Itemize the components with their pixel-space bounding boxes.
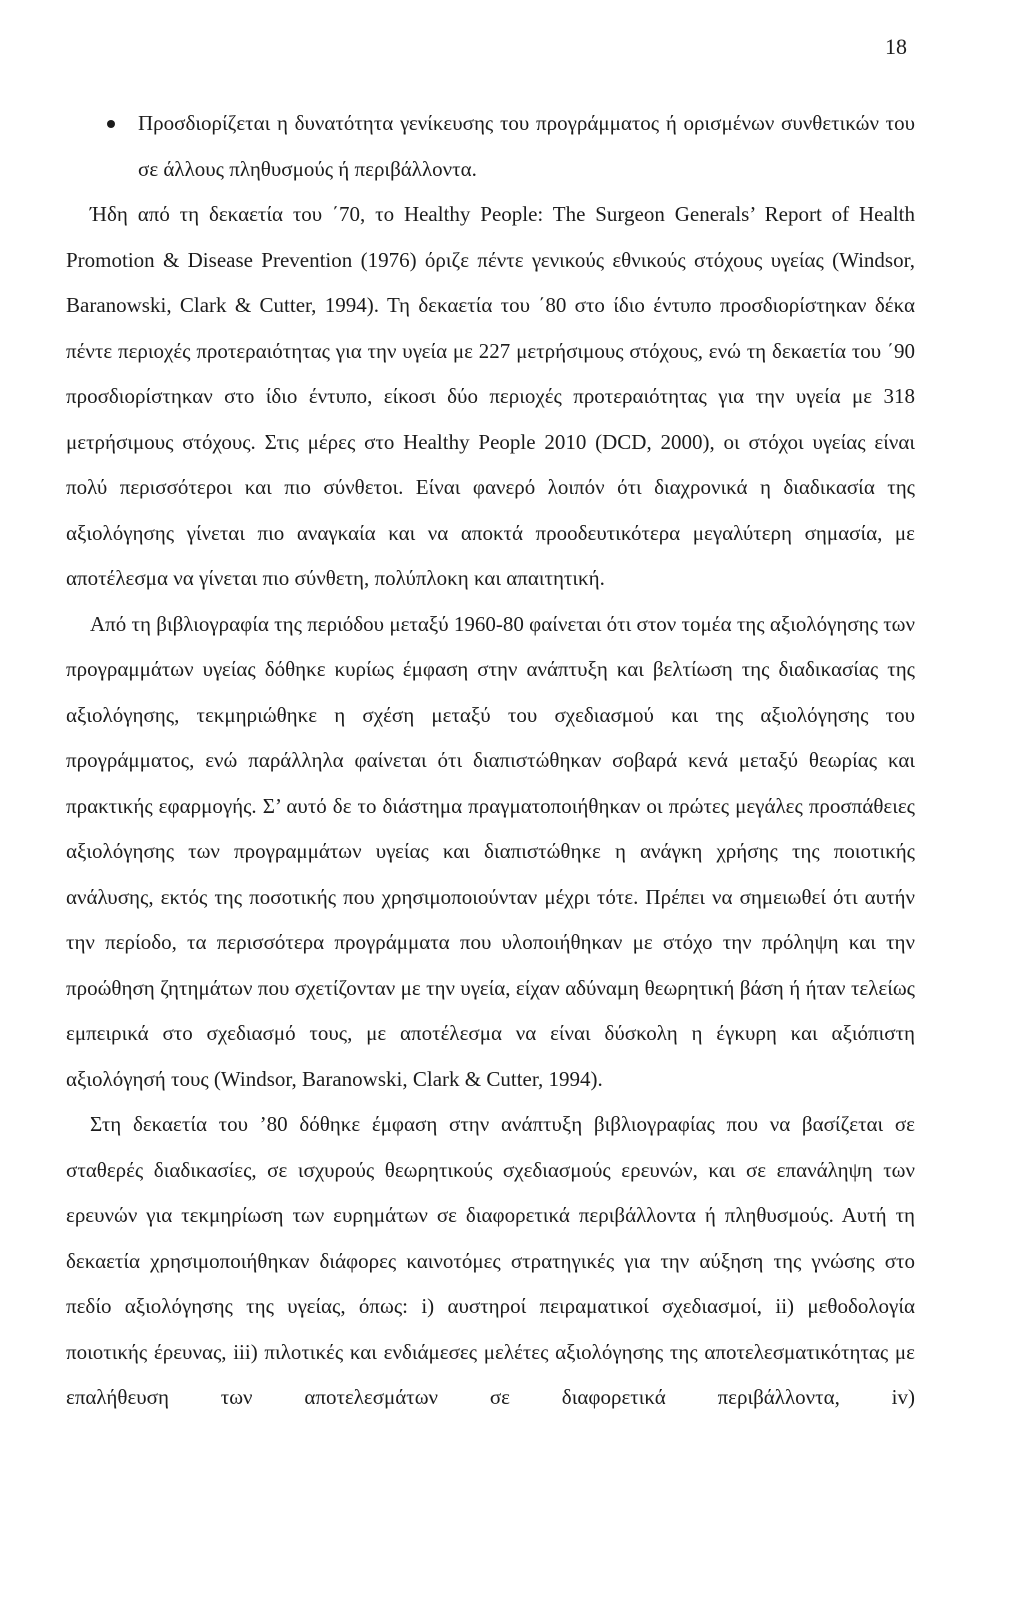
- bullet-icon: [107, 120, 115, 128]
- paragraph-2: Από τη βιβλιογραφία της περιόδου μεταξύ 1960-80 φαίνεται ότι στον τομέα της αξιολόγησης των προγραμμάτων υγείας δόθηκε κυρίως έμφαση στην ανάπτυξη και βελτίωση της διαδικασίας της αξιολόγησης, τεκμηριώθηκε η σχέση μεταξύ του σχεδιασμού και της αξιολόγησης του προγράμματος, ενώ παράλληλα φαίνεται ότι διαπιστώθηκαν σοβαρά κενά μεταξύ θεωρίας και πρακτικής εφαρμογής. Σ’ αυτό δε το διάστημα πραγματοποιήθηκαν οι πρώτες μεγάλες προσπάθειες αξιολόγησης των προγραμμάτων υγείας και διαπιστώθηκε η ανάγκη χρήσης της ποιοτικής ανάλυσης, εκτός της ποσοτικής που χρησιμοποιούνταν μέχρι τότε. Πρέπει να σημειωθεί ότι αυτήν την περίοδο, τα περισσότερα προγράμματα που υλοποιήθηκαν με στόχο την πρόληψη και την προώθηση ζητημάτων που σχετίζονταν με την υγεία, είχαν αδύναμη θεωρητική βάση ή ήταν τελείως εμπειρικά στο σχεδιασμό τους, με αποτέλεσμα να είναι δύσκολη η έγκυρη και αξιόπιστη αξιολόγησή τους (Windsor, Baranowski, Clark & Cutter, 1994).: [66, 611, 915, 1091]
- bullet-text: Προσδιορίζεται η δυνατότητα γενίκευσης του προγράμματος ή ορισμένων συνθετικών του σε άλλους πληθυσμούς ή περιβάλλοντα.: [138, 111, 915, 181]
- paragraph-3: Στη δεκαετία του ’80 δόθηκε έμφαση στην ανάπτυξη βιβλιογραφίας που να βασίζεται σε σταθερές διαδικασίες, σε ισχυρούς θεωρητικούς σχεδιασμούς ερευνών, και σε επανάληψη των ερευνών για τεκμηρίωση των ευρημάτων σε διαφορετικά περιβάλλοντα ή πληθυσμούς. Αυτή τη δεκαετία χρησιμοποιήθηκαν διάφορες καινοτόμες στρατηγικές για την αύξηση της γνώσης στο πεδίο αξιολόγησης της υγείας, όπως: i) αυστηροί πειραματικοί σχεδιασμοί, ii) μεθοδολογία ποιοτικής έρευνας, iii) πιλοτικές και ενδιάμεσες μελέτες αξιολόγησης της αποτελεσματικότητας με επαλήθευση των αποτελεσμάτων σε διαφορετικά περιβάλλοντα, iv): [66, 1112, 915, 1409]
- paragraph-1: Ήδη από τη δεκαετία του ΄70, το Healthy People: The Surgeon Generals’ Report of Health Promotion & Disease Prevention (1976) όριζε πέντε γενικούς εθνικούς στόχους υγείας (Windsor, Baranowski, Clark & Cutter, 1994). Τη δεκαετία του ΄80 στο ίδιο έντυπο προσδιορίστηκαν δέκα πέντε περιοχές προτεραιότητας για την υγεία με 227 μετρήσιμους στόχους, ενώ τη δεκαετία του ΄90 προσδιορίστηκαν στο ίδιο έντυπο, είκοσι δύο περιοχές προτεραιότητας για την υγεία με 318 μετρήσιμους στόχους. Στις μέρες στο Healthy People 2010 (DCD, 2000), οι στόχοι υγείας είναι πολύ περισσότεροι και πιο σύνθετοι. Είναι φανερό λοιπόν ότι διαχρονικά η διαδικασία της αξιολόγησης γίνεται πιο αναγκαία και να αποκτά προοδευτικότερα μεγαλύτερη σημασία, με αποτέλεσμα να γίνεται πιο σύνθετη, πολύπλοκη και απαιτητική.: [66, 202, 915, 590]
- page-number: 18: [885, 34, 907, 59]
- bullet-list-item: [66, 101, 915, 192]
- document-body: [66, 101, 915, 1421]
